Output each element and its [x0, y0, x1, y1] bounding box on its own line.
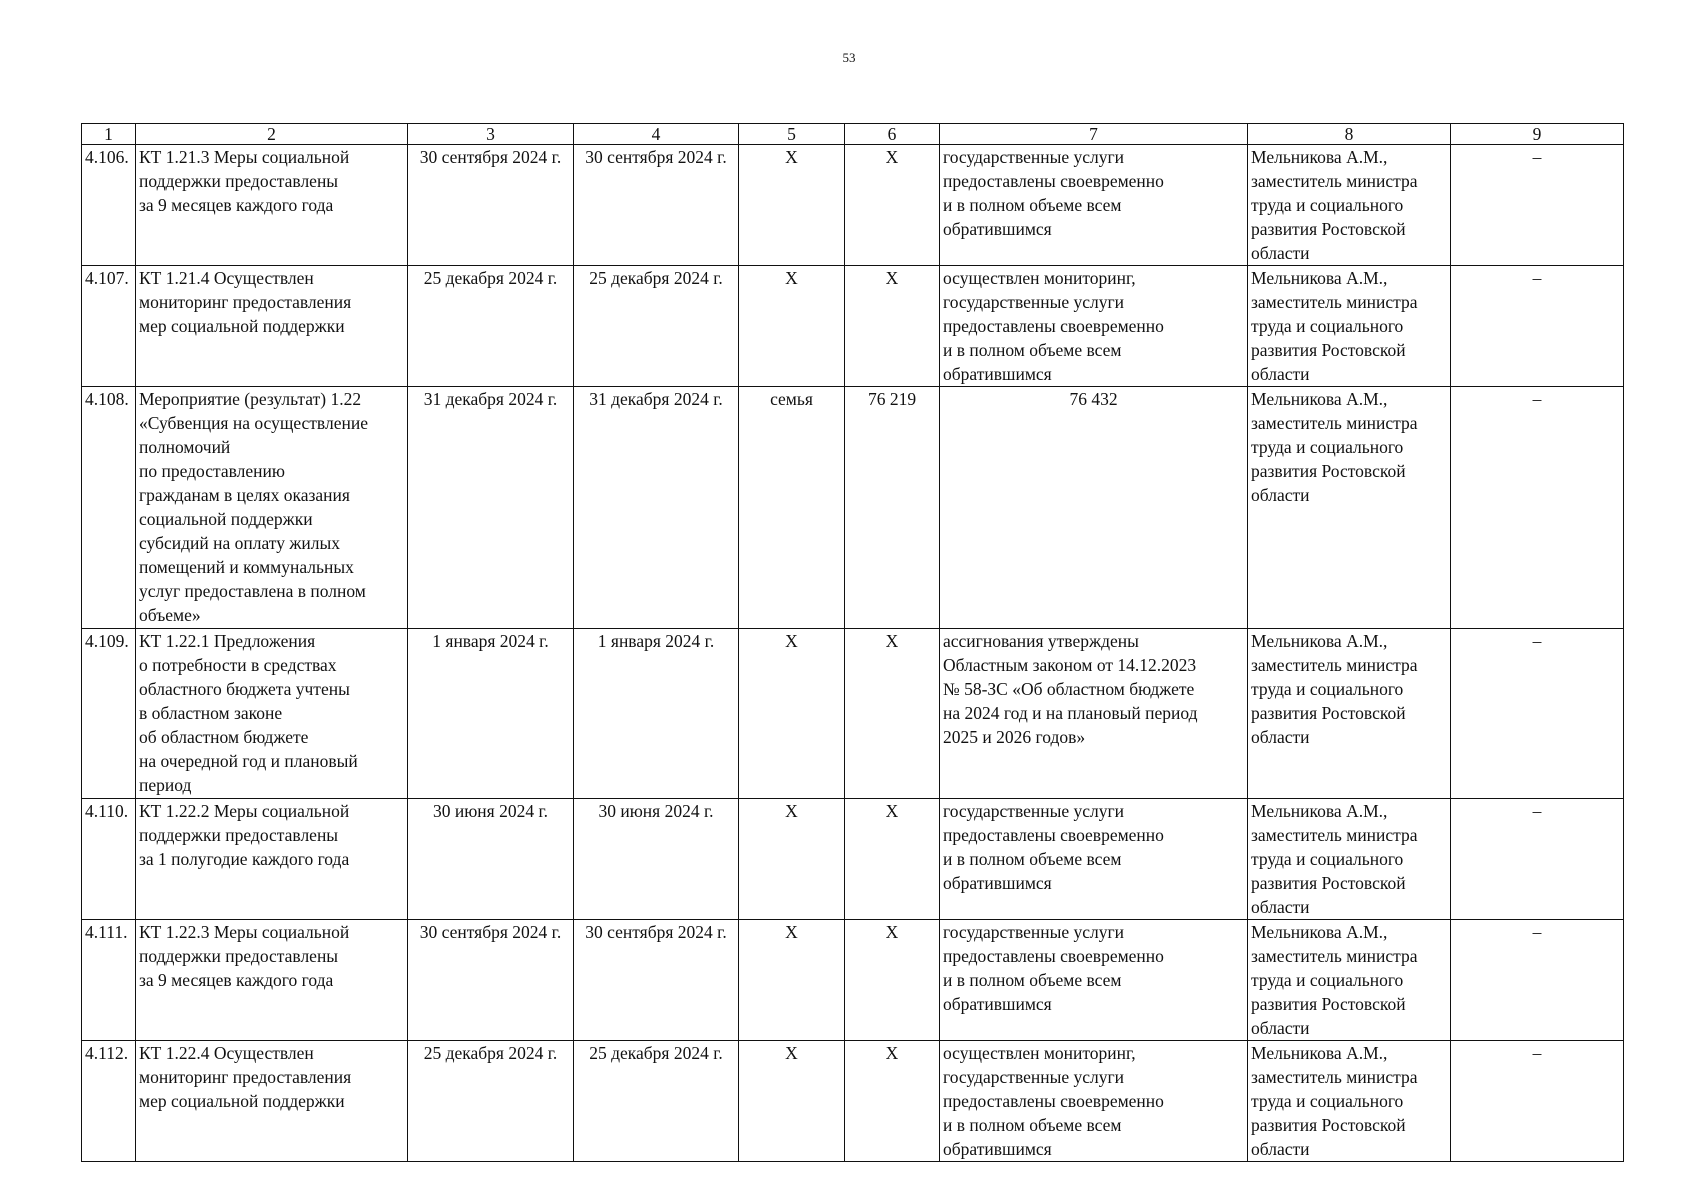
- row-end-date: 31 декабря 2024 г.: [574, 387, 739, 629]
- row-name: КТ 1.22.4 Осуществлен мониторинг предоставления мер социальной поддержки: [136, 1041, 408, 1162]
- row-end-date: 1 января 2024 г.: [574, 629, 739, 799]
- row-start-date: 31 декабря 2024 г.: [408, 387, 574, 629]
- row-name: КТ 1.22.2 Меры социальной поддержки предоставлены за 1 полугодие каждого года: [136, 799, 408, 920]
- row-unit: Х: [739, 799, 845, 920]
- row-result: ассигнования утверждены Областным законом от 14.12.2023 № 58-ЗС «Об областном бюджете на 2024 год и на плановый период 2025 и 2026 годов»: [940, 629, 1248, 799]
- column-number: 9: [1451, 124, 1624, 145]
- row-number: 4.110.: [82, 799, 136, 920]
- row-result: осуществлен мониторинг, государственные услуги предоставлены своевременно и в полном объеме всем обратившимся: [940, 266, 1248, 387]
- table-row: [82, 799, 1624, 920]
- row-value: Х: [845, 1041, 940, 1162]
- row-result: государственные услуги предоставлены своевременно и в полном объеме всем обратившимся: [940, 920, 1248, 1041]
- row-start-date: 25 декабря 2024 г.: [408, 266, 574, 387]
- row-name: КТ 1.21.4 Осуществлен мониторинг предоставления мер социальной поддержки: [136, 266, 408, 387]
- row-value: Х: [845, 145, 940, 266]
- column-number-row: [82, 124, 1624, 145]
- row-start-date: 30 июня 2024 г.: [408, 799, 574, 920]
- row-start-date: 1 января 2024 г.: [408, 629, 574, 799]
- row-number: 4.112.: [82, 1041, 136, 1162]
- column-number: 7: [940, 124, 1248, 145]
- column-number: 5: [739, 124, 845, 145]
- row-note: –: [1451, 145, 1624, 266]
- row-value: Х: [845, 266, 940, 387]
- table-row: [82, 629, 1624, 799]
- row-responsible: Мельникова А.М., заместитель министра труда и социального развития Ростовской области: [1248, 266, 1451, 387]
- row-name: КТ 1.22.3 Меры социальной поддержки предоставлены за 9 месяцев каждого года: [136, 920, 408, 1041]
- row-responsible: Мельникова А.М., заместитель министра труда и социального развития Ростовской области: [1248, 145, 1451, 266]
- column-number: 6: [845, 124, 940, 145]
- plan-table: [81, 123, 1624, 1162]
- row-start-date: 25 декабря 2024 г.: [408, 1041, 574, 1162]
- column-number: 2: [136, 124, 408, 145]
- row-responsible: Мельникова А.М., заместитель министра труда и социального развития Ростовской области: [1248, 629, 1451, 799]
- row-unit: Х: [739, 266, 845, 387]
- row-note: –: [1451, 387, 1624, 629]
- row-number: 4.111.: [82, 920, 136, 1041]
- table-row: [82, 266, 1624, 387]
- row-value: Х: [845, 629, 940, 799]
- column-number: 3: [408, 124, 574, 145]
- row-value: Х: [845, 920, 940, 1041]
- row-responsible: Мельникова А.М., заместитель министра труда и социального развития Ростовской области: [1248, 1041, 1451, 1162]
- row-value: 76 219: [845, 387, 940, 629]
- row-number: 4.108.: [82, 387, 136, 629]
- table-row: [82, 920, 1624, 1041]
- row-unit: Х: [739, 145, 845, 266]
- row-responsible: Мельникова А.М., заместитель министра труда и социального развития Ростовской области: [1248, 799, 1451, 920]
- row-result: государственные услуги предоставлены своевременно и в полном объеме всем обратившимся: [940, 145, 1248, 266]
- table-row: [82, 1041, 1624, 1162]
- row-name: Мероприятие (результат) 1.22 «Субвенция на осуществление полномочий по предоставлению гражданам в целях оказания социальной поддержки субсидий на оплату жилых помещений и коммунальных услуг предоставлена в полном объеме»: [136, 387, 408, 629]
- row-unit: Х: [739, 1041, 845, 1162]
- row-end-date: 30 сентября 2024 г.: [574, 145, 739, 266]
- row-value: Х: [845, 799, 940, 920]
- row-unit: Х: [739, 629, 845, 799]
- table-row: [82, 387, 1624, 629]
- row-unit: семья: [739, 387, 845, 629]
- row-result: государственные услуги предоставлены своевременно и в полном объеме всем обратившимся: [940, 799, 1248, 920]
- row-responsible: Мельникова А.М., заместитель министра труда и социального развития Ростовской области: [1248, 920, 1451, 1041]
- row-number: 4.109.: [82, 629, 136, 799]
- row-responsible: Мельникова А.М., заместитель министра труда и социального развития Ростовской области: [1248, 387, 1451, 629]
- table-row: [82, 145, 1624, 266]
- row-name: КТ 1.21.3 Меры социальной поддержки предоставлены за 9 месяцев каждого года: [136, 145, 408, 266]
- row-note: –: [1451, 799, 1624, 920]
- row-note: –: [1451, 629, 1624, 799]
- row-end-date: 25 декабря 2024 г.: [574, 266, 739, 387]
- row-number: 4.106.: [82, 145, 136, 266]
- column-number: 1: [82, 124, 136, 145]
- row-result: 76 432: [940, 387, 1248, 629]
- row-name: КТ 1.22.1 Предложения о потребности в средствах областного бюджета учтены в областном законе об областном бюджете на очередной год и плановый период: [136, 629, 408, 799]
- page-number: 53: [842, 50, 856, 65]
- column-number: 4: [574, 124, 739, 145]
- row-number: 4.107.: [82, 266, 136, 387]
- row-end-date: 30 июня 2024 г.: [574, 799, 739, 920]
- row-note: –: [1451, 266, 1624, 387]
- row-unit: Х: [739, 920, 845, 1041]
- row-end-date: 25 декабря 2024 г.: [574, 1041, 739, 1162]
- column-number: 8: [1248, 124, 1451, 145]
- row-start-date: 30 сентября 2024 г.: [408, 145, 574, 266]
- row-end-date: 30 сентября 2024 г.: [574, 920, 739, 1041]
- row-note: –: [1451, 1041, 1624, 1162]
- row-start-date: 30 сентября 2024 г.: [408, 920, 574, 1041]
- row-note: –: [1451, 920, 1624, 1041]
- row-result: осуществлен мониторинг, государственные услуги предоставлены своевременно и в полном объеме всем обратившимся: [940, 1041, 1248, 1162]
